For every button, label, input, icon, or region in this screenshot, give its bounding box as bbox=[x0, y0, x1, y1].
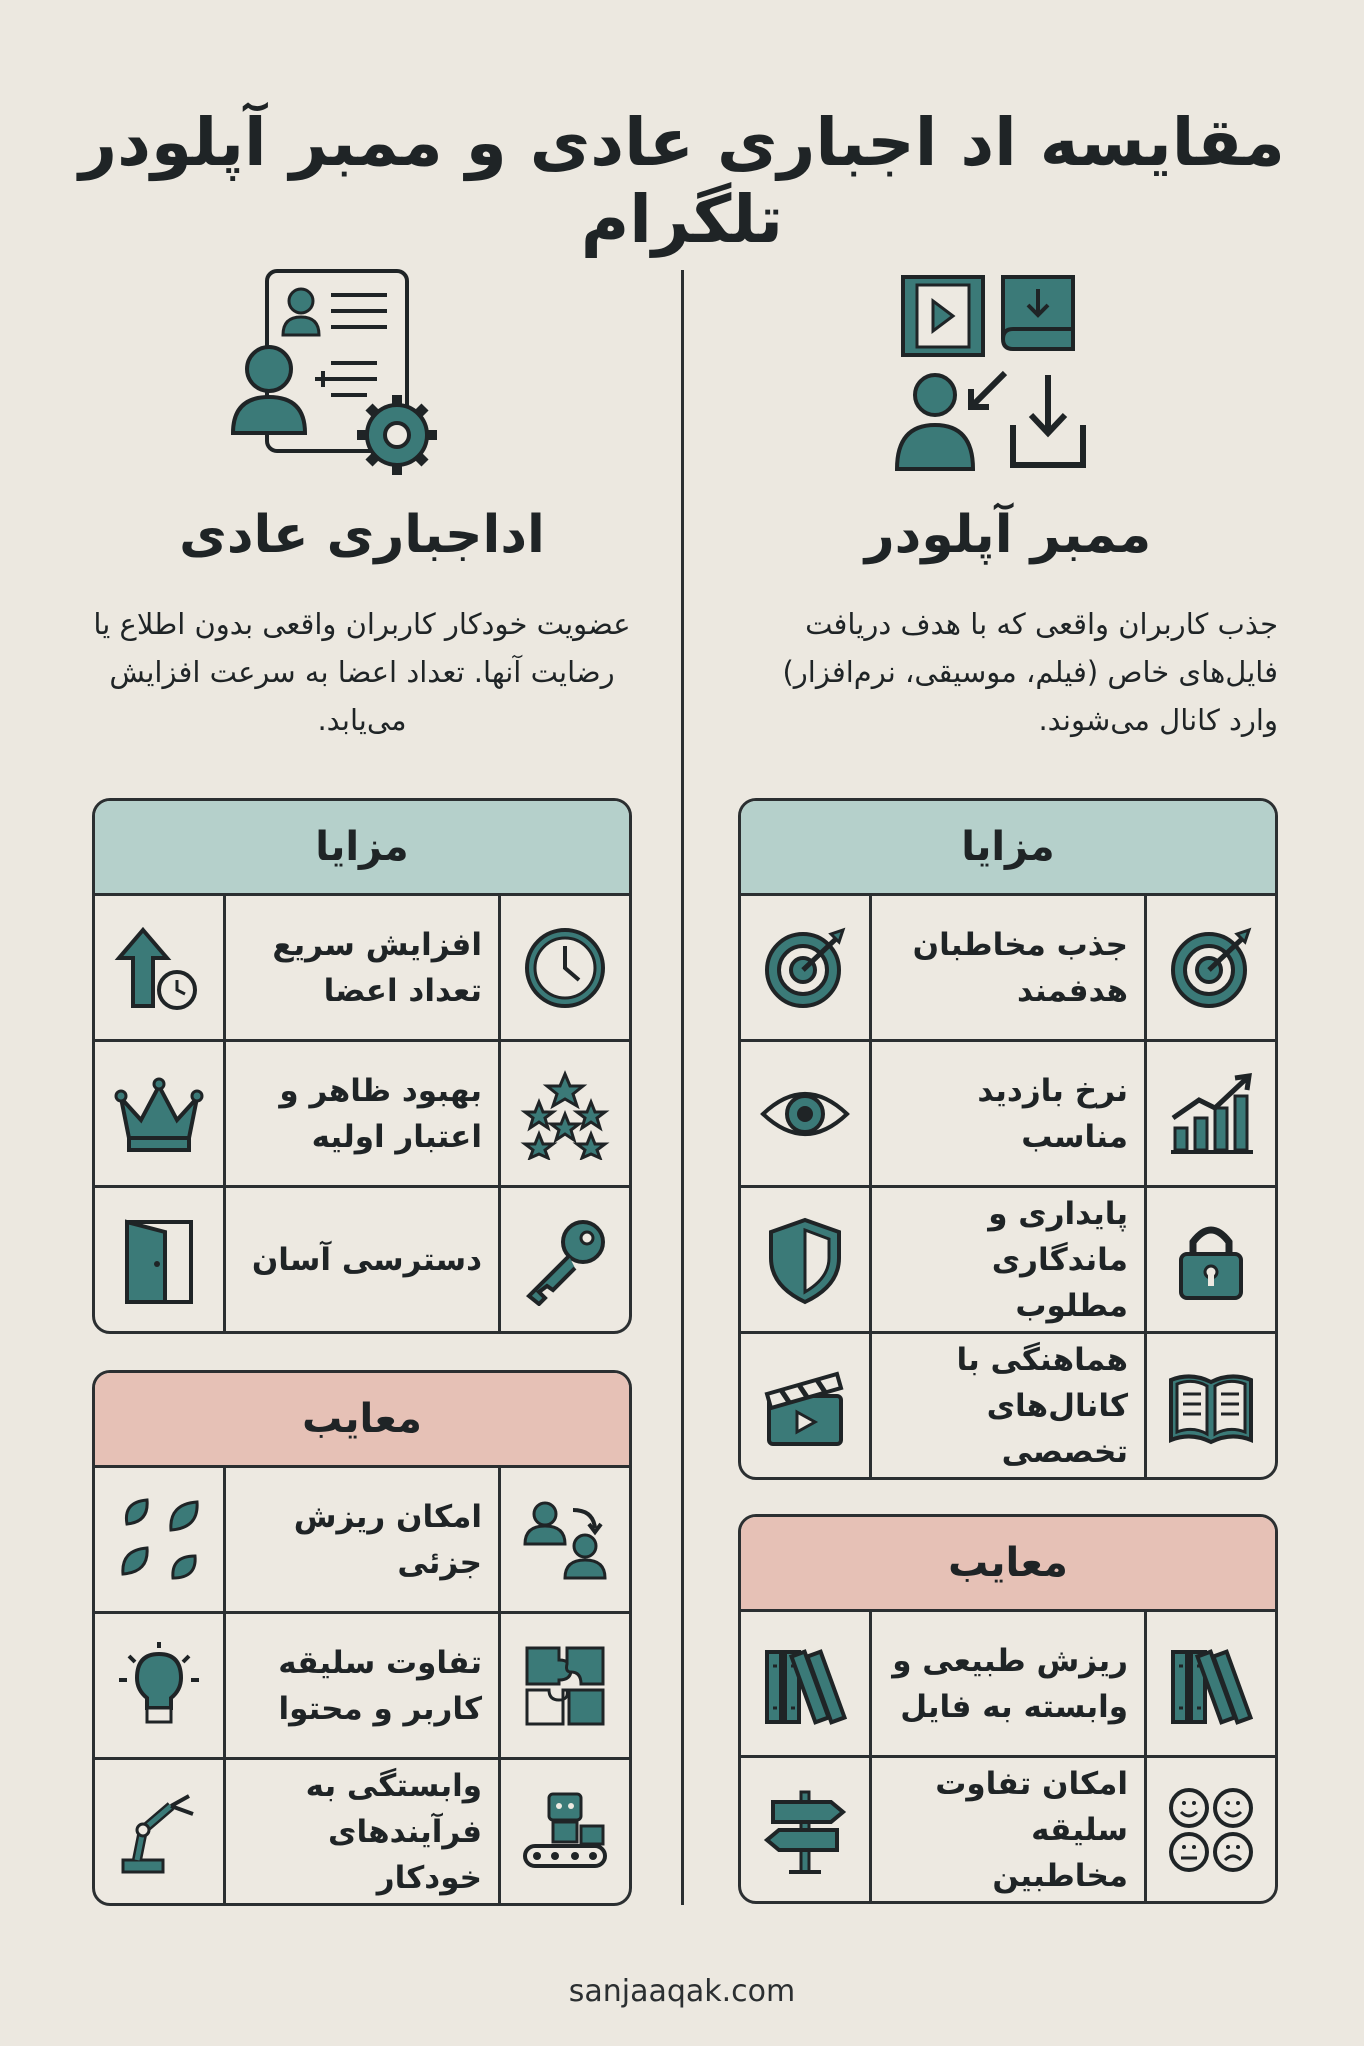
pro-text: نرخ بازدید مناسب bbox=[977, 1072, 1128, 1155]
table-row bbox=[741, 1334, 1275, 1477]
crown-icon bbox=[113, 1068, 205, 1160]
con-text: ریزش طبیعی و وابسته به فایل bbox=[892, 1642, 1128, 1725]
forced-pros-box bbox=[92, 798, 632, 1334]
lightbulb-icon bbox=[113, 1640, 205, 1732]
con-text: امکان ریزش جزئی bbox=[293, 1498, 482, 1581]
uploader-pros-header: مزایا bbox=[741, 801, 1275, 896]
table-row bbox=[741, 1758, 1275, 1901]
pro-text: پایداری و ماندگاری مطلوب bbox=[988, 1195, 1128, 1324]
uploader-hero-icon bbox=[873, 265, 1143, 495]
gear-icon bbox=[357, 395, 437, 475]
key-icon bbox=[519, 1214, 611, 1306]
clock-icon bbox=[519, 922, 611, 1014]
uploader-cons-header: معایب bbox=[741, 1517, 1275, 1612]
open-door-icon bbox=[113, 1214, 205, 1306]
uploader-pros-box bbox=[738, 798, 1278, 1480]
table-row bbox=[741, 1042, 1275, 1188]
stars-icon bbox=[519, 1068, 611, 1160]
footer-url: sanjaaqak.com bbox=[568, 1974, 796, 2009]
robot-arm-icon bbox=[113, 1786, 205, 1878]
table-row bbox=[95, 1614, 629, 1760]
page-title: مقایسه اد اجباری عادی و ممبر آپلودر تلگرام bbox=[79, 104, 1285, 258]
forced-hero-icon bbox=[227, 265, 497, 495]
user-arrow-icon bbox=[897, 373, 1005, 469]
clapperboard-icon bbox=[759, 1360, 851, 1452]
falling-leaves-icon bbox=[113, 1494, 205, 1586]
table-row bbox=[95, 1042, 629, 1188]
forced-title: اداجباری عادی bbox=[179, 505, 545, 565]
con-text: وابستگی به فرآیندهای خودکار bbox=[305, 1767, 482, 1896]
table-row bbox=[741, 896, 1275, 1042]
table-row bbox=[95, 1468, 629, 1614]
uploader-description: جذب کاربران واقعی که با هدف دریافت فایل‌های خاص (فیلم، موسیقی، نرم‌افزار) وارد کانال می‌شوند. bbox=[782, 607, 1278, 737]
user-transfer-icon bbox=[519, 1494, 611, 1586]
download-book-icon bbox=[1003, 277, 1073, 349]
uploader-title: ممبر آپلودر bbox=[864, 505, 1152, 565]
puzzle-icon bbox=[519, 1640, 611, 1732]
pro-text: جذب مخاطبان هدفمند bbox=[912, 926, 1128, 1009]
eye-icon bbox=[759, 1068, 851, 1160]
forced-column bbox=[92, 0, 632, 1930]
table-row bbox=[95, 1188, 629, 1331]
robot-conveyor-icon bbox=[519, 1786, 611, 1878]
pro-text: دسترسی آسان bbox=[251, 1241, 482, 1278]
pro-text: هماهنگی با کانال‌های تخصصی bbox=[956, 1341, 1128, 1470]
arrow-up-clock-icon bbox=[113, 922, 205, 1014]
download-tray-icon bbox=[1013, 375, 1083, 465]
falling-books-icon bbox=[1165, 1638, 1257, 1730]
table-row bbox=[741, 1188, 1275, 1334]
open-book-icon bbox=[1165, 1360, 1257, 1452]
film-strip-icon bbox=[903, 277, 983, 355]
forced-cons-header: معایب bbox=[95, 1373, 629, 1468]
table-row bbox=[95, 1760, 629, 1903]
shield-icon bbox=[759, 1214, 851, 1306]
uploader-cons-box bbox=[738, 1514, 1278, 1904]
pro-text: بهبود ظاهر و اعتبار اولیه bbox=[279, 1072, 482, 1155]
falling-books-icon bbox=[759, 1638, 851, 1730]
table-row bbox=[95, 896, 629, 1042]
target-icon bbox=[1165, 922, 1257, 1014]
con-text: امکان تفاوت سلیقه مخاطبین bbox=[935, 1765, 1128, 1894]
bar-chart-up-icon bbox=[1165, 1068, 1257, 1160]
table-row bbox=[741, 1612, 1275, 1758]
forced-pros-header: مزایا bbox=[95, 801, 629, 896]
target-icon bbox=[759, 922, 851, 1014]
uploader-column bbox=[738, 0, 1278, 1930]
signpost-icon bbox=[759, 1784, 851, 1876]
lock-icon bbox=[1165, 1214, 1257, 1306]
forced-description: عضویت خودکار کاربران واقعی بدون اطلاع یا رضایت آنها. تعداد اعضا به سرعت افزایش می‌یابد. bbox=[93, 607, 631, 737]
forced-cons-box bbox=[92, 1370, 632, 1906]
con-text: تفاوت سلیقه کاربر و محتوا bbox=[278, 1644, 482, 1727]
column-divider bbox=[681, 270, 684, 1905]
mood-faces-icon bbox=[1165, 1784, 1257, 1876]
pro-text: افزایش سریع تعداد اعضا bbox=[272, 926, 482, 1009]
